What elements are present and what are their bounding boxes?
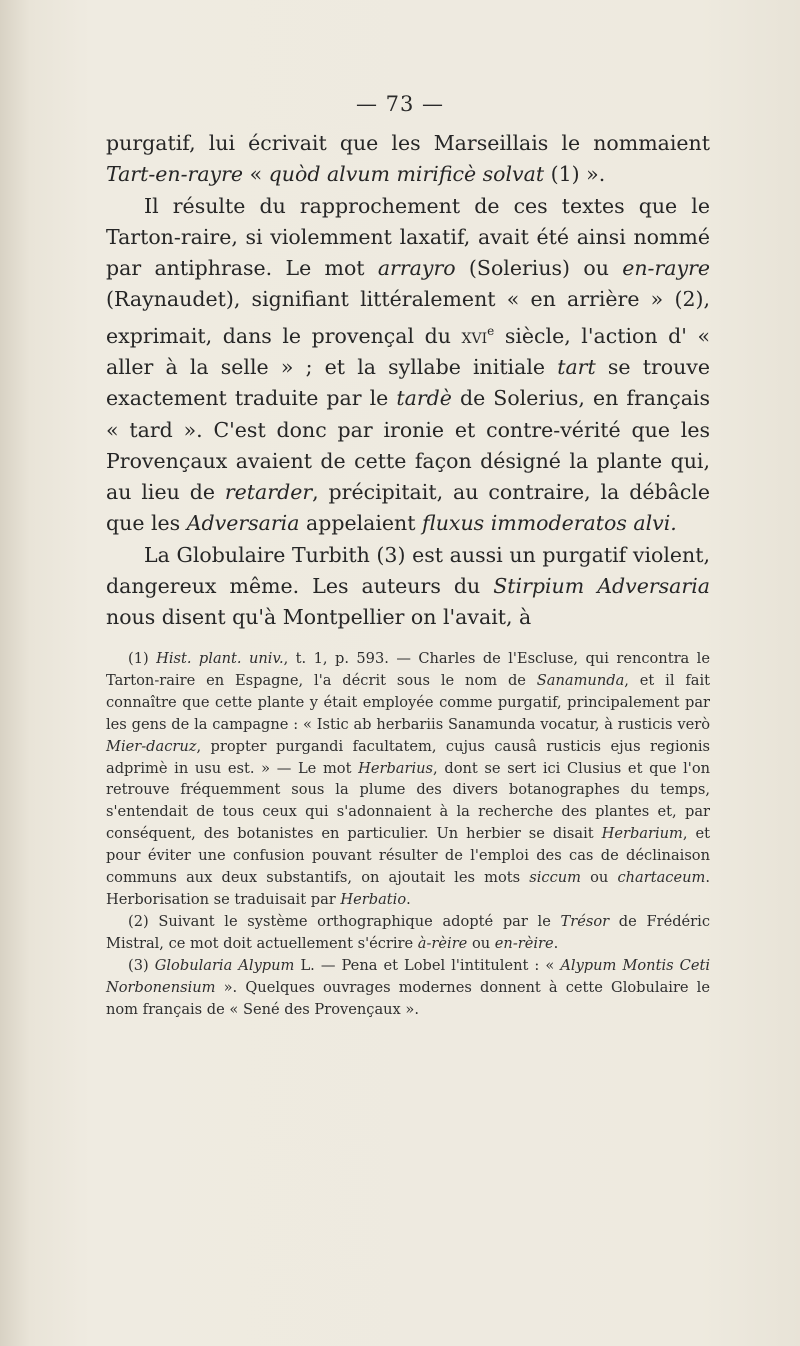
italic-term: en-rèire — [494, 934, 554, 952]
italic-term: Tart-en-rayre — [106, 162, 244, 187]
text-run: ». Quelques ouvrages modernes donnent à cette Globulaire le nom français de « Sené des Provençaux ». — [106, 978, 710, 1018]
italic-term: Globularia Alypum — [154, 956, 295, 974]
text-run: , propter purgandi facultatem, cujus causâ rusticis ejus regionis adprimè in usu est. » — Le mot — [106, 737, 710, 777]
text-run: ou — [467, 934, 495, 952]
text-run: « — [243, 162, 269, 187]
italic-term: Stirpium Adversaria — [493, 573, 710, 598]
text-run: siècle, l'action d' « aller à la selle » ; et la syllabe initiale — [106, 323, 710, 379]
text-run: (1) ». — [544, 162, 606, 187]
text-run: . — [553, 934, 559, 952]
italic-term: arrayro — [377, 256, 456, 281]
italic-quote: quòd alvum mirificè solvat — [268, 162, 545, 187]
italic-term: Hist. plant. univ. — [156, 650, 284, 667]
text-run: . Herborisation se traduisait par — [106, 869, 710, 908]
text-run: , t. 1, p. 593. — Charles de l'Escluse, qui rencontra le Tarton-raire en Espagne, l'a décrit sous le nom de — [106, 650, 710, 689]
italic-term: Trésor — [560, 912, 610, 930]
paragraph-2 — [106, 191, 710, 540]
italic-term: Herbatio — [340, 890, 407, 908]
italic-term: tardè — [396, 386, 452, 411]
paragraph-1 — [106, 128, 710, 191]
text-run: (1) — [128, 650, 157, 667]
italic-term: Adversaria — [186, 511, 300, 536]
italic-term: Herbarium — [601, 825, 683, 843]
italic-term: Sanamunda — [536, 671, 625, 689]
text-run: , et il fait connaître que cette plante y était employée comme purgatif, principalement par les gens de la campagne : « Istic ab herbariis Sanamunda vocatur, à rusticis verò — [106, 671, 710, 733]
century-numeral: xvi — [461, 323, 488, 348]
italic-term: chartaceum — [617, 869, 706, 887]
text-run: se trouve exactement traduite par le — [106, 354, 710, 411]
text-run: purgatif, lui écrivait que les Marseillais le nommaient — [106, 131, 710, 155]
italic-term: fluxus immoderatos alvi. — [422, 511, 677, 536]
footnote-3 — [106, 955, 710, 1021]
italic-term: Alypum Montis Ceti Norbonensium — [106, 956, 710, 996]
text-run: de Frédéric Mistral, ce mot doit actuellement s'écrire — [106, 912, 710, 952]
text-run: appelaient — [299, 511, 423, 536]
text-run: , dont se sert ici Clusius et que l'on retrouve fréquemment sous la plume des divers botanographes du temps, s'entendait de tous ceux qui s'adonnaient à la recherche des plantes et, par conséquent, des botanistes en particulier. Un herbier se disait — [106, 759, 710, 843]
italic-term: retarder — [224, 480, 313, 505]
italic-term: Mier-dacruz — [106, 737, 197, 755]
footnote-1 — [106, 648, 710, 911]
text-run: ou — [581, 869, 618, 887]
text-run: , et pour éviter une confusion pouvant résulter de l'emploi des cas de déclinaison communs aux deux substantifs, on ajoutait les mots — [106, 825, 710, 887]
superscript: e — [487, 323, 495, 338]
italic-term: à-rèire — [417, 934, 468, 952]
italic-term: siccum — [529, 869, 581, 887]
page-number: — 73 — — [355, 92, 445, 116]
text-run: (Solerius) ou — [455, 256, 623, 281]
main-text — [106, 128, 710, 634]
text-run: de Solerius, en français « tard ». C'est donc par ironie et contre-vérité que les Provençaux avaient de cette façon désigné la plante qui, au lieu de — [106, 386, 710, 505]
text-run: Il résulte du rapprochement de ces textes que le Tarton-raire, si violemment laxatif, avait été ainsi nommé par antiphrase. Le mot — [106, 193, 710, 281]
paragraph-3 — [106, 540, 710, 634]
text-run: La Globulaire Turbith (3) est aussi un purgatif violent, dangereux même. Les auteurs du — [106, 542, 710, 598]
text-run: . — [406, 890, 411, 908]
text-run: (3) — [128, 956, 155, 974]
italic-term: tart — [557, 354, 596, 379]
text-run: (Raynaudet), signifiant littéralement « en arrière » (2), exprimait, dans le provençal du — [106, 287, 710, 348]
text-run: L. — Pena et Lobel l'intitulent : « — [294, 956, 561, 974]
italic-term: en-rayre — [622, 256, 710, 281]
footnotes — [106, 648, 710, 1020]
text-run: nous disent qu'à Montpellier on l'avait, à — [106, 605, 532, 630]
footnote-2 — [106, 911, 710, 955]
text-run: , précipitait, au contraire, la débâcle que les — [106, 480, 710, 536]
text-run: (2) Suivant le système orthographique adopté par le — [128, 912, 561, 930]
italic-term: Herbarius — [358, 759, 434, 777]
